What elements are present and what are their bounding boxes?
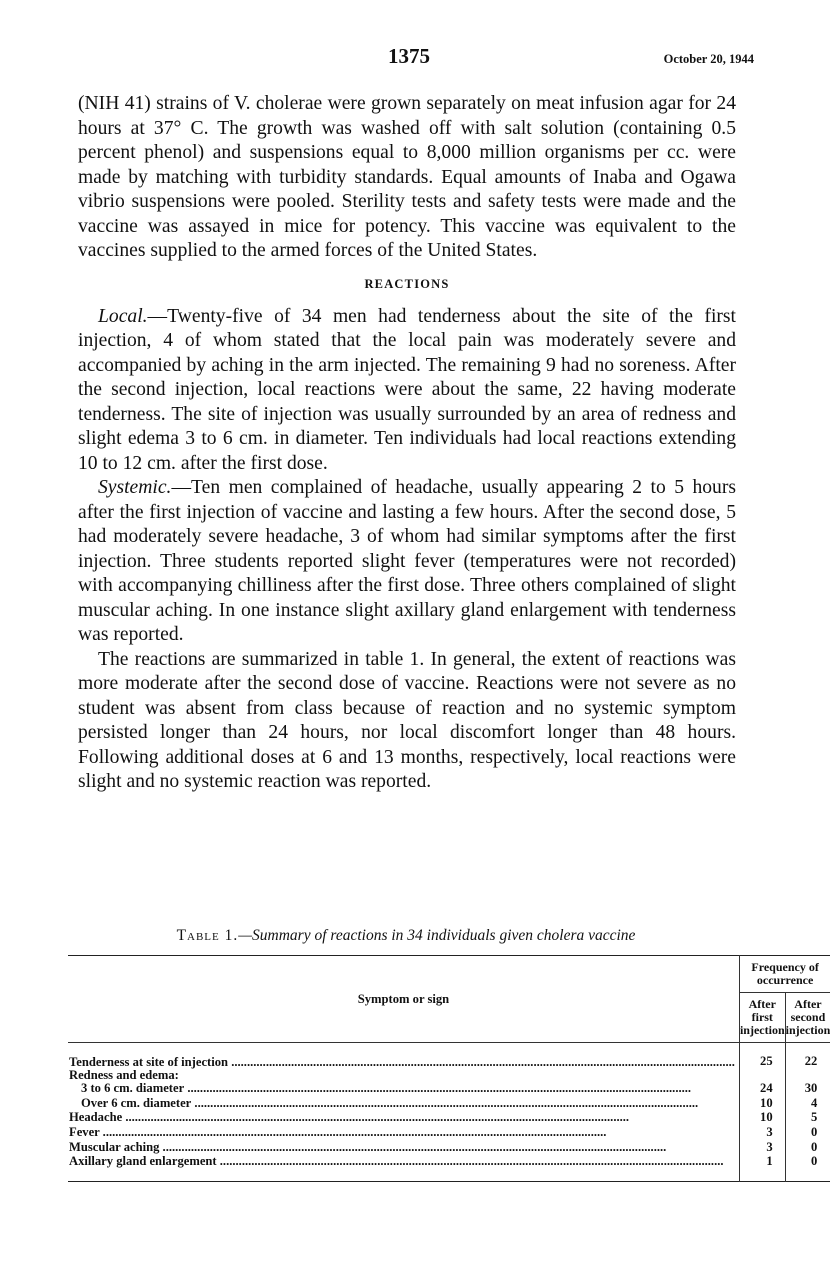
dot-leader: ................................................................................................................................................................ xyxy=(99,1124,607,1139)
row-first-value: 3 xyxy=(739,1140,785,1155)
dot-leader: ................................................................................................................................................................ xyxy=(228,1054,735,1069)
systemic-paragraph xyxy=(78,476,736,648)
row-symptom xyxy=(68,1081,739,1096)
systemic-text: —Ten men complained of headache, usually appearing 2 to 5 hours after the first injection of vaccine and lasting a few hours. After the second dose, 5 had moderately severe headache, 3 of whom had similar symptoms after the first injection. Three students reported slight fever (temperatures were not recorded) with accompanying chilliness after the first dose. Three others complained of slight muscular aching. In one instance slight axillary gland enlargement with tenderness was reported. xyxy=(78,477,736,645)
dot-leader: ................................................................................................................................................................ xyxy=(122,1110,630,1125)
issue-date: October 20, 1944 xyxy=(663,52,754,66)
local-text: —Twenty-five of 34 men had tenderness about the site of the first injection, 4 of whom stated that the local pain was moderately severe and accompanied by aching in the arm injected. The remaining 9 had no soreness. After the second injection, local reactions were about the same, 22 having moderate tenderness. The site of injection was usually surrounded by an area of redness and slight edema 3 to 6 cm. in diameter. Ten individuals had local reactions extending 10 to 12 cm. after the first dose. xyxy=(78,305,736,474)
row-second-value: 30 xyxy=(804,1081,818,1096)
table-caption-text: —Summary of reactions in 34 individuals given cholera vaccine xyxy=(238,927,636,944)
col-frequency-header: Frequency of occurrence xyxy=(739,956,830,993)
dot-leader: ................................................................................................................................................................ xyxy=(159,1139,667,1154)
table-row xyxy=(68,1081,830,1096)
row-second-value: 0 xyxy=(810,1139,818,1154)
table-caption xyxy=(68,927,744,945)
row-symptom-label: Redness and edema: xyxy=(69,1067,179,1082)
row-symptom-label: Axillary gland enlargement xyxy=(69,1153,217,1168)
table-row xyxy=(68,1154,830,1181)
article-body xyxy=(78,92,736,795)
row-symptom xyxy=(68,1125,739,1140)
row-symptom xyxy=(68,1096,739,1111)
intro-paragraph: (NIH 41) strains of V. cholerae were grown separately on meat infusion agar for 24 hours at 37° C. The growth was washed off with salt solution (containing 0.5 percent phenol) and suspensions equal to 8,000 million organisms per cc. were made by matching with turbidity standards. Equal amounts of Inaba and Ogawa vibrio suspensions were pooled. Sterility tests and safety tests were made and the vaccine was assayed in mice for potency. This vaccine was equivalent to the vaccines supplied to the armed forces of the United States. xyxy=(78,93,736,261)
row-second-value xyxy=(785,1069,830,1082)
dot-leader: ................................................................................................................................................................ xyxy=(191,1095,699,1110)
row-symptom-label: Headache xyxy=(69,1110,123,1125)
systemic-label: Systemic. xyxy=(98,477,172,498)
table-row xyxy=(68,1096,830,1111)
row-second-value: 4 xyxy=(810,1095,818,1110)
row-first-value: 10 xyxy=(739,1096,785,1111)
row-symptom xyxy=(68,1154,739,1181)
reactions-table xyxy=(68,955,830,1182)
table-row xyxy=(68,1125,830,1140)
row-first-value: 24 xyxy=(739,1081,785,1096)
table-body xyxy=(68,1043,830,1182)
row-symptom xyxy=(68,1069,739,1082)
row-symptom-label: 3 to 6 cm. diameter xyxy=(81,1081,185,1096)
row-symptom xyxy=(68,1110,739,1125)
col-first-header: After first injection xyxy=(739,993,785,1043)
row-second-value: 0 xyxy=(810,1124,818,1139)
page-number: 1375 xyxy=(388,44,430,68)
table-row xyxy=(68,1140,830,1155)
row-symptom-label: Fever xyxy=(69,1124,100,1139)
table-label: Table 1. xyxy=(176,927,239,944)
dot-leader: ................................................................................................................................................................ xyxy=(216,1153,724,1168)
table-row xyxy=(68,1043,830,1069)
row-symptom xyxy=(68,1043,739,1069)
row-symptom-label: Over 6 cm. diameter xyxy=(81,1095,192,1110)
row-first-value xyxy=(739,1069,785,1082)
local-label: Local. xyxy=(98,305,148,327)
row-second-value: 0 xyxy=(810,1154,818,1169)
row-second-value: 22 xyxy=(804,1054,818,1068)
row-first-value: 10 xyxy=(739,1110,785,1125)
local-paragraph xyxy=(78,305,736,477)
table-row xyxy=(68,1069,830,1082)
col-second-header: After second injection xyxy=(785,993,830,1043)
page-header xyxy=(0,44,816,74)
row-first-value: 3 xyxy=(739,1125,785,1140)
row-first-value: 1 xyxy=(739,1154,785,1181)
summary-paragraph: The reactions are summarized in table 1. In general, the extent of reactions was more moderate after the second dose of vaccine. Reactions were not severe as no student was absent from class because of reaction and no systemic symptom persisted longer than 24 hours, nor local discomfort longer than 48 hours. Following additional doses at 6 and 13 months, respectively, local reactions were slight and no systemic reaction was reported. xyxy=(78,648,736,792)
row-symptom xyxy=(68,1140,739,1155)
row-first-value: 25 xyxy=(739,1043,785,1069)
table-row xyxy=(68,1110,830,1125)
dot-leader: ................................................................................................................................................................ xyxy=(184,1081,692,1096)
section-heading: REACTIONS xyxy=(364,276,450,291)
col-symptom-header: Symptom or sign xyxy=(68,956,739,1043)
row-second-value: 5 xyxy=(810,1110,818,1125)
row-symptom-label: Tenderness at site of injection xyxy=(69,1054,229,1069)
row-symptom-label: Muscular aching xyxy=(69,1139,160,1154)
